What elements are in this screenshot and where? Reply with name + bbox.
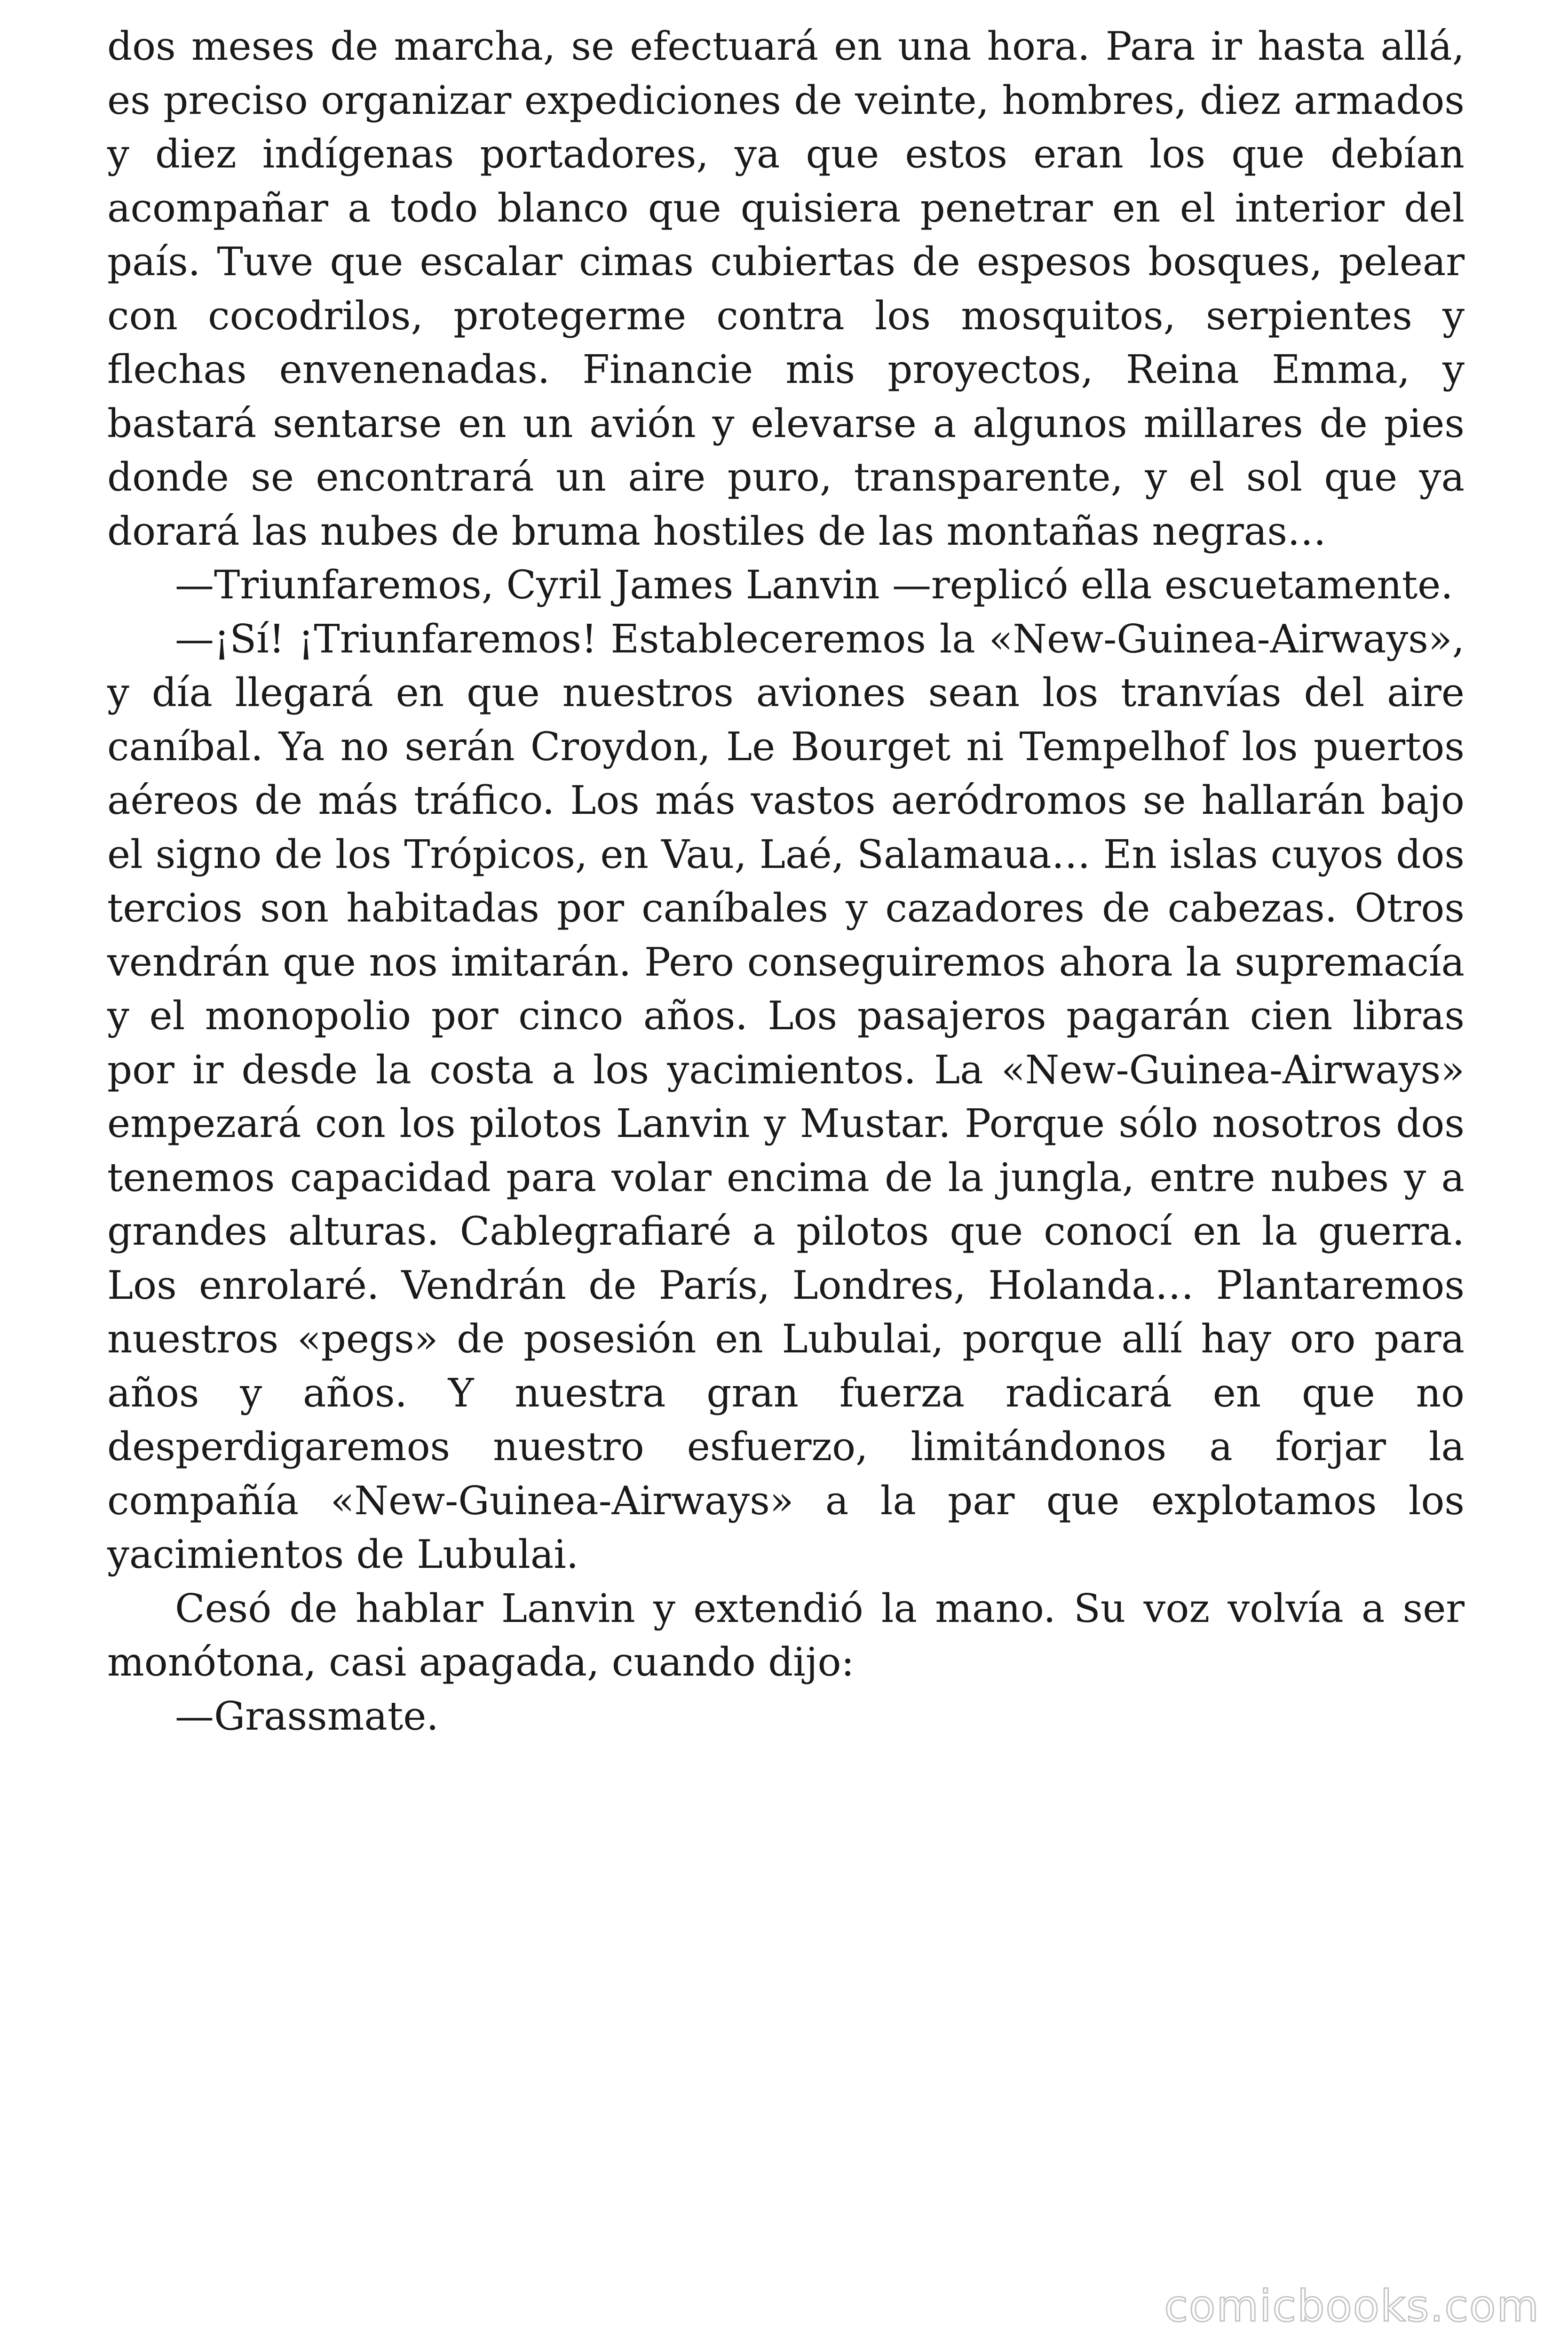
watermark: comicbooks.com bbox=[1164, 2281, 1540, 2331]
paragraph-2: —Triunfaremos, Cyril James Lanvin —replicó ella escuetamente. bbox=[175, 562, 1453, 608]
paragraph-5: —Grassmate. bbox=[175, 1693, 439, 1739]
paragraph-4: Cesó de hablar Lanvin y extendió la mano. Su voz volvía a ser monótona, casi apagada, cuando dijo: bbox=[107, 1585, 1465, 1685]
paragraph-1: dos meses de marcha, se efectuará en una hora. Para ir hasta allá, es preciso organizar expediciones de veinte, hombres, diez armados y diez indígenas portadores, ya que estos eran los que debían acompañar a todo blanco que quisiera penetrar en el interior del país. Tuve que escalar cimas cubiertas de espesos bosques, pelear con cocodrilos, protegerme contra los mosquitos, serpientes y flechas envenenadas. Financie mis proyectos, Reina Emma, y bastará sentarse en un avión y elevarse a algunos millares de pies donde se encontrará un aire puro, transparente, y el sol que ya dorará las nubes de bruma hostiles de las montañas negras… bbox=[107, 24, 1465, 554]
paragraph-3: —¡Sí! ¡Triunfaremos! Estableceremos la «New-Guinea-Airways», y día llegará en que nuestros aviones sean los tranvías del aire caníbal. Ya no serán Croydon, Le Bourget ni Tempelhof los puertos aéreos de más tráfico. Los más vastos aeródromos se hallarán bajo el signo de los Trópicos, en Vau, Laé, Salamaua… En islas cuyos dos tercios son habitadas por caníbales y cazadores de cabezas. Otros vendrán que nos imitarán. Pero conseguiremos ahora la supremacía y el monopolio por cinco años. Los pasajeros pagarán cien libras por ir desde la costa a los yacimientos. La «New-Guinea-Airways» empezará con los pilotos Lanvin y Mustar. Porque sólo nosotros dos tenemos capacidad para volar encima de la jungla, entre nubes y a grandes alturas. Cablegrafiaré a pilotos que conocí en la guerra. Los enrolaré. Vendrán de París, Londres, Holanda… Plantaremos nuestros «pegs» de posesión en Lubulai, porque allí hay oro para años y años. Y nuestra gran fuerza radicará en que no desperdigaremos nuestro esfuerzo, limitándonos a forjar la compañía «New-Guinea-Airways» a la par que explotamos los yacimientos de Lubulai. bbox=[107, 616, 1465, 1577]
body-text bbox=[107, 20, 1465, 1743]
